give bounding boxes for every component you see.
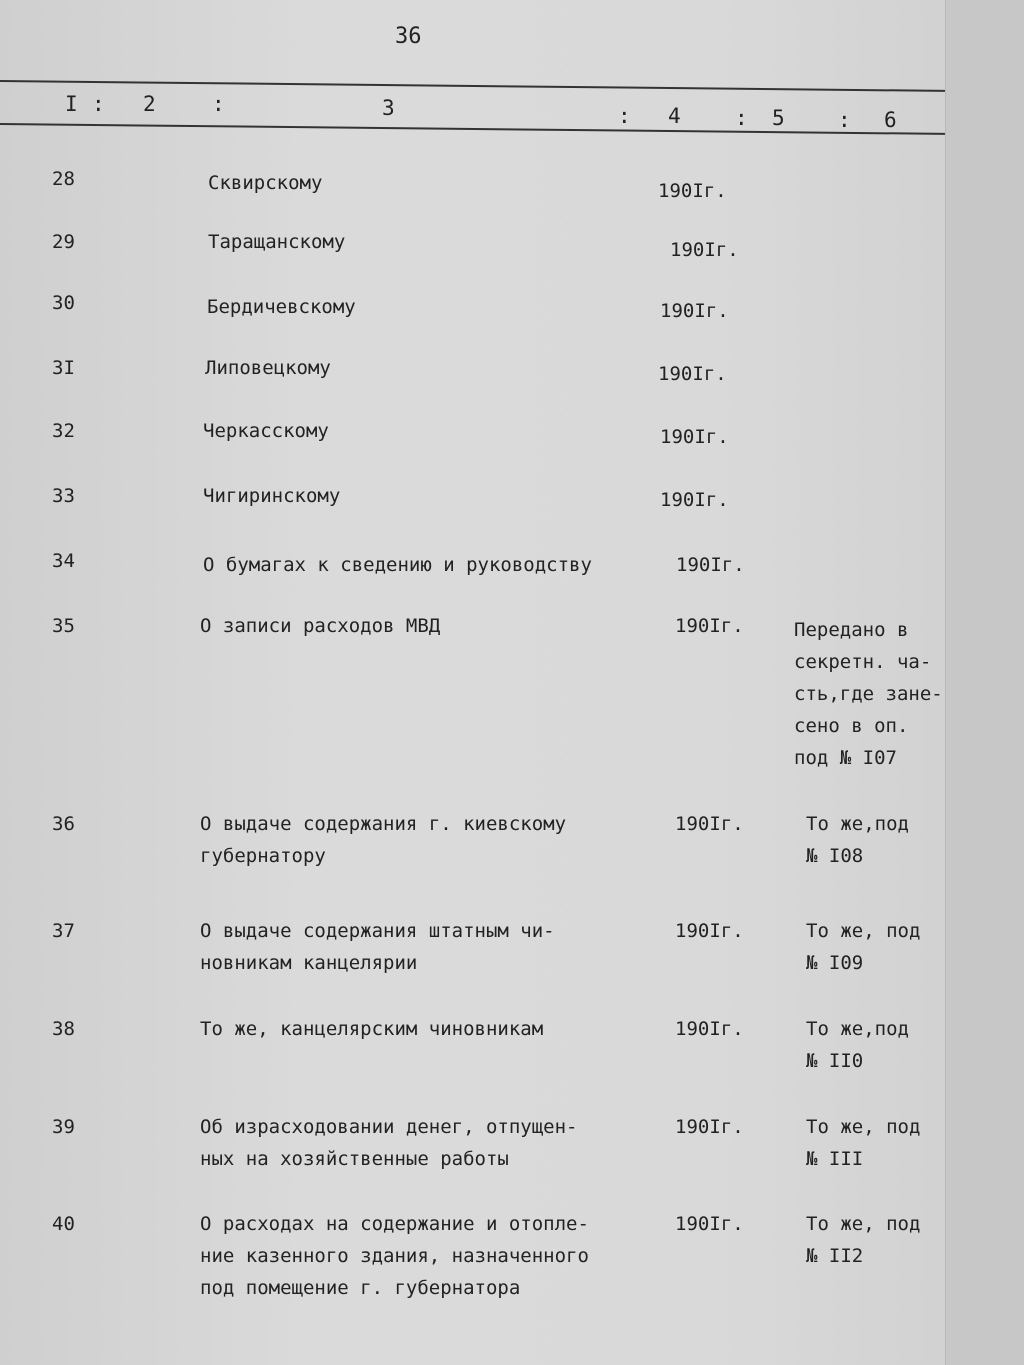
row-year: 190Iг.: [675, 615, 744, 637]
row-title: Об израсходовании денег, отпущен- ных на хозяйственные работы: [200, 1116, 578, 1170]
col-sep: :: [618, 104, 631, 128]
row-number: 40: [52, 1213, 75, 1235]
col-sep: :: [92, 92, 105, 116]
row-year: 190Iг.: [670, 239, 739, 261]
col-sep: :: [735, 106, 748, 130]
row-number: 35: [52, 615, 75, 637]
row-note: То же,под № I08: [806, 813, 909, 867]
row-title: О бумагах к сведению и руководству: [203, 554, 592, 576]
row-number: 39: [52, 1116, 75, 1138]
row-title: О расходах на содержание и отопле- ние казенного здания, назначенного под помещение г. губернатора: [200, 1213, 589, 1299]
row-note: То же, под № I09: [806, 920, 921, 974]
row-year: 190Iг.: [675, 1116, 744, 1138]
row-title: О записи расходов МВД: [200, 615, 441, 637]
row-title: О выдаче содержания г. киевскому губернатору: [200, 813, 567, 867]
row-note: То же,под № II0: [806, 1018, 909, 1072]
col-header-2: 2: [143, 92, 156, 116]
col-header-4: 4: [668, 104, 681, 128]
row-number: 30: [52, 292, 75, 314]
row-number: 36: [52, 813, 75, 835]
row-year: 190Iг.: [675, 920, 744, 942]
col-header-6: 6: [884, 108, 897, 132]
row-number: 32: [52, 420, 75, 442]
col-sep: :: [212, 92, 225, 116]
row-year: 190Iг.: [675, 1018, 744, 1040]
row-number: 28: [52, 168, 75, 190]
row-title: Чигиринскому: [203, 485, 341, 507]
row-title: Сквирскому: [208, 172, 323, 194]
col-header-5: 5: [772, 106, 785, 130]
col-sep: :: [838, 108, 851, 132]
row-year: 190Iг.: [675, 813, 744, 835]
row-note: То же, под № II2: [806, 1213, 921, 1267]
row-title: Липовецкому: [205, 357, 331, 379]
page-edge: [945, 0, 1024, 1365]
row-number: 34: [52, 550, 75, 572]
row-year: 190Iг.: [658, 180, 727, 202]
row-note: Передано в секретн. ча- сть,где зане- сено в оп. под № I07: [794, 619, 943, 769]
row-number: 38: [52, 1018, 75, 1040]
row-year: 190Iг.: [660, 489, 729, 511]
row-title: О выдаче содержания штатным чи- новникам канцелярии: [200, 920, 555, 974]
page-number: 36: [395, 24, 422, 49]
row-year: 190Iг.: [676, 554, 745, 576]
row-number: 37: [52, 920, 75, 942]
row-note: То же, под № III: [806, 1116, 921, 1170]
header-bottom-rule: [0, 123, 945, 135]
row-year: 190Iг.: [658, 363, 727, 385]
row-number: 3I: [52, 357, 75, 379]
row-year: 190Iг.: [660, 300, 729, 322]
row-number: 29: [52, 231, 75, 253]
col-header-3: 3: [382, 96, 395, 120]
row-year: 190Iг.: [660, 426, 729, 448]
header-top-rule: [0, 80, 945, 92]
row-year: 190Iг.: [675, 1213, 744, 1235]
row-number: 33: [52, 485, 75, 507]
row-title: То же, канцелярским чиновникам: [200, 1018, 544, 1040]
row-title: Черкасскому: [203, 420, 329, 442]
row-title: Таращанскому: [208, 231, 346, 253]
row-title: Бердичевскому: [207, 296, 356, 318]
col-header-1: I: [65, 92, 78, 116]
